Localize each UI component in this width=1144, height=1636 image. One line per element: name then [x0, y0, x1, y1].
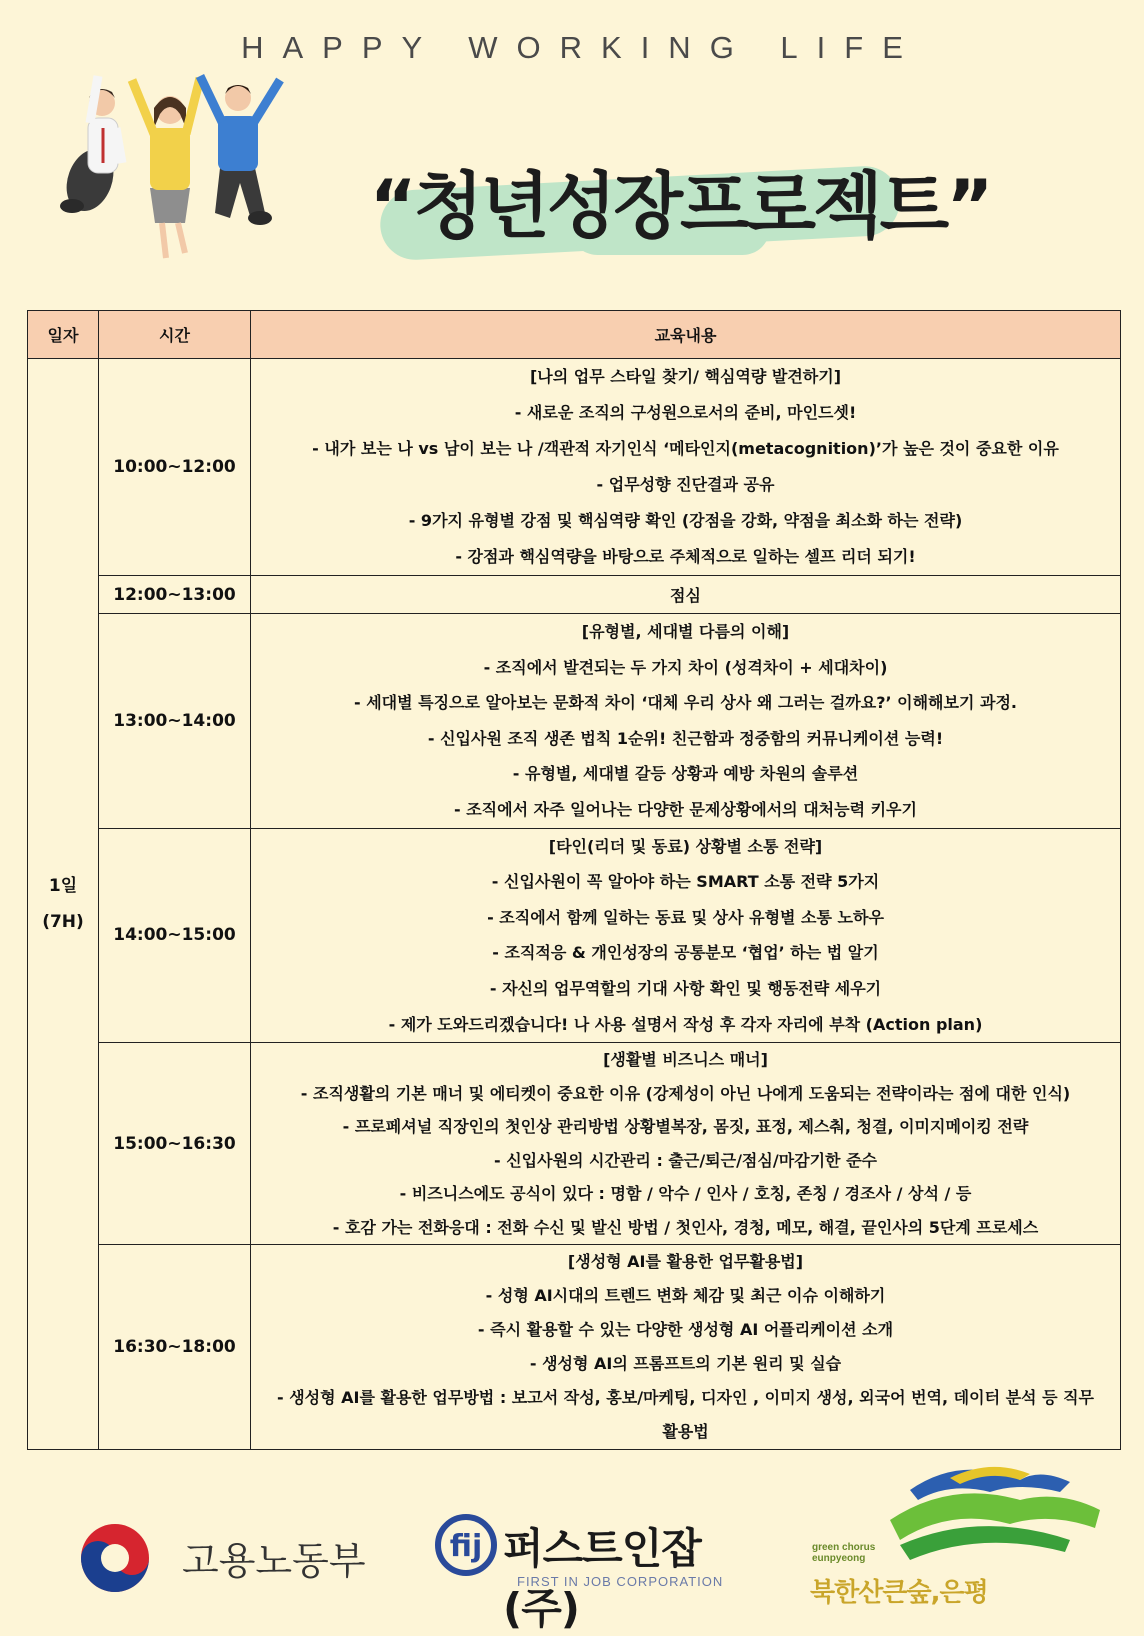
bukhansan-small-text: [812, 1542, 875, 1564]
content-line: - 조직생활의 기본 매너 및 에티켓이 중요한 이유 (강제성이 아닌 나에게 도움되는 전략이라는 점에 대한 인식): [300, 1083, 1071, 1103]
content-cell: [251, 576, 1121, 614]
table-row: [28, 1043, 1121, 1245]
time-cell: 10:00~12:00: [99, 359, 251, 576]
content-line: - 새로운 조직의 구성원으로서의 준비, 마인드셋!: [514, 403, 857, 422]
table-row: [28, 828, 1121, 1043]
content-line: - 자신의 업무역할의 기대 사항 확인 및 행동전략 세우기: [489, 978, 882, 998]
jumping-people-illustration: [50, 68, 310, 273]
logo-footer: [0, 1460, 1144, 1633]
table-row: [28, 576, 1121, 614]
content-line: - 즉시 활용할 수 있는 다양한 생성형 AI 어플리케이션 소개: [477, 1320, 894, 1340]
fij-emblem-icon: [433, 1512, 499, 1578]
content-line: - 내가 보는 나 vs 남이 보는 나 /객관적 자기인식 ‘메타인지(metacognition)’가 높은 것이 중요한 이유: [312, 439, 1059, 458]
content-line: - 업무성향 진단결과 공유: [596, 475, 775, 494]
content-line: - 유형별, 세대별 갈등 상황과 예방 차원의 솔루션: [512, 764, 859, 784]
content-cell: [251, 1245, 1121, 1450]
table-row: [28, 1245, 1121, 1450]
table-row: [28, 614, 1121, 829]
content-line: - 성형 AI시대의 트렌드 변화 체감 및 최근 이슈 이해하기: [485, 1286, 886, 1306]
content-line: 점심: [670, 586, 701, 605]
content-line: - 세대별 특징으로 알아보는 문화적 차이 ‘대체 우리 상사 왜 그러는 걸까요?’ 이해해보기 과정.: [354, 693, 1017, 713]
fij-name: 퍼스트인잡(주): [503, 1524, 701, 1633]
time-cell: 13:00~14:00: [99, 614, 251, 829]
bukhansan-name: 북한산큰숲,은평: [810, 1578, 988, 1608]
bukhansan-small-text-2: eunpyeong: [812, 1553, 866, 1564]
table-row: [28, 359, 1121, 576]
schedule-table: [27, 310, 1121, 1450]
column-header-time: 시간: [99, 311, 251, 359]
content-line: - 비즈니스에도 공식이 있다 : 명함 / 악수 / 인사 / 호칭, 존칭 / 경조사 / 상석 / 등: [399, 1184, 972, 1204]
moel-logo: [70, 1518, 370, 1598]
bukhansan-logo: [810, 1460, 1110, 1618]
fij-subtitle: FIRST IN JOB CORPORATION: [517, 1574, 724, 1589]
time-cell: 16:30~18:00: [99, 1245, 251, 1450]
content-line: - 제가 도와드리겠습니다! 나 사용 설명서 작성 후 각자 자리에 부착 (Action plan): [388, 1014, 983, 1034]
time-cell: 15:00~16:30: [99, 1043, 251, 1245]
taegeuk-icon: [70, 1518, 160, 1598]
content-line: 활용법: [662, 1422, 709, 1442]
content-line: - 조직에서 함께 일하는 동료 및 상사 유형별 소통 노하우: [487, 907, 884, 927]
content-line: - 조직에서 자주 일어나는 다양한 문제상황에서의 대처능력 키우기: [454, 799, 917, 819]
content-line: - 신입사원의 시간관리 : 출근/퇴근/점심/마감기한 준수: [494, 1150, 877, 1170]
content-line: - 생성형 AI를 활용한 업무방법 : 보고서 작성, 홍보/마케팅, 디자인 , 이미지 생성, 외국어 번역, 데이터 분석 등 직무: [276, 1388, 1095, 1408]
column-header-content: 교육내용: [251, 311, 1121, 359]
time-cell: 14:00~15:00: [99, 828, 251, 1043]
content-line: - 프로페셔널 직장인의 첫인상 관리방법 상황별복장, 몸짓, 표정, 제스춰, 청결, 이미지메이킹 전략: [342, 1117, 1029, 1137]
content-line: [생활별 비즈니스 매너]: [603, 1050, 768, 1070]
content-cell: [251, 1043, 1121, 1245]
content-line: - 신입사원 조직 생존 법칙 1순위! 친근함과 정중함의 커뮤니케이션 능력!: [427, 728, 944, 748]
moel-name: 고용노동부: [182, 1539, 366, 1583]
day-cell: [28, 359, 99, 1450]
title-area: [340, 140, 1040, 260]
bukhansan-small-text-1: green chorus: [812, 1542, 876, 1553]
content-line: [타인(리더 및 동료) 상황별 소통 전략]: [548, 836, 823, 856]
time-cell: 12:00~13:00: [99, 576, 251, 614]
content-line: [나의 업무 스타일 찾기/ 핵심역량 발견하기]: [529, 367, 842, 386]
content-line: - 생성형 AI의 프롬프트의 기본 원리 및 실습: [529, 1354, 842, 1374]
column-header-date: 일자: [28, 311, 99, 359]
mountain-brush-icon: [870, 1460, 1110, 1570]
page-title: “청년성장프로젝트”: [369, 164, 991, 248]
content-line: - 조직에서 발견되는 두 가지 차이 (성격차이 + 세대차이): [483, 657, 888, 677]
content-line: - 9가지 유형별 강점 및 핵심역량 확인 (강점을 강화, 약점을 최소화 하는 전략): [408, 511, 963, 530]
content-line: - 호감 가는 전화응대 : 전화 수신 및 발신 방법 / 첫인사, 경청, 메모, 해결, 끝인사의 5단계 프로세스: [332, 1217, 1039, 1237]
day-label: 1일: [48, 876, 78, 897]
tagline: HAPPY WORKING LIFE: [241, 30, 922, 65]
day-hours: (7H): [42, 912, 84, 933]
content-line: [유형별, 세대별 다름의 이해]: [581, 622, 790, 641]
table-header-row: [28, 311, 1121, 359]
content-line: [생성형 AI를 활용한 업무활용법]: [567, 1252, 804, 1272]
svg-text:fij: fij: [449, 1529, 483, 1564]
content-line: - 신입사원이 꼭 알아야 하는 SMART 소통 전략 5가지: [491, 872, 880, 892]
content-cell: [251, 828, 1121, 1043]
content-cell: [251, 614, 1121, 829]
content-line: - 조직적응 & 개인성장의 공통분모 ‘협업’ 하는 법 알기: [492, 943, 879, 963]
content-cell: [251, 359, 1121, 576]
fij-logo: [433, 1512, 763, 1633]
content-line: - 강점과 핵심역량을 바탕으로 주체적으로 일하는 셀프 리더 되기!: [455, 547, 916, 566]
